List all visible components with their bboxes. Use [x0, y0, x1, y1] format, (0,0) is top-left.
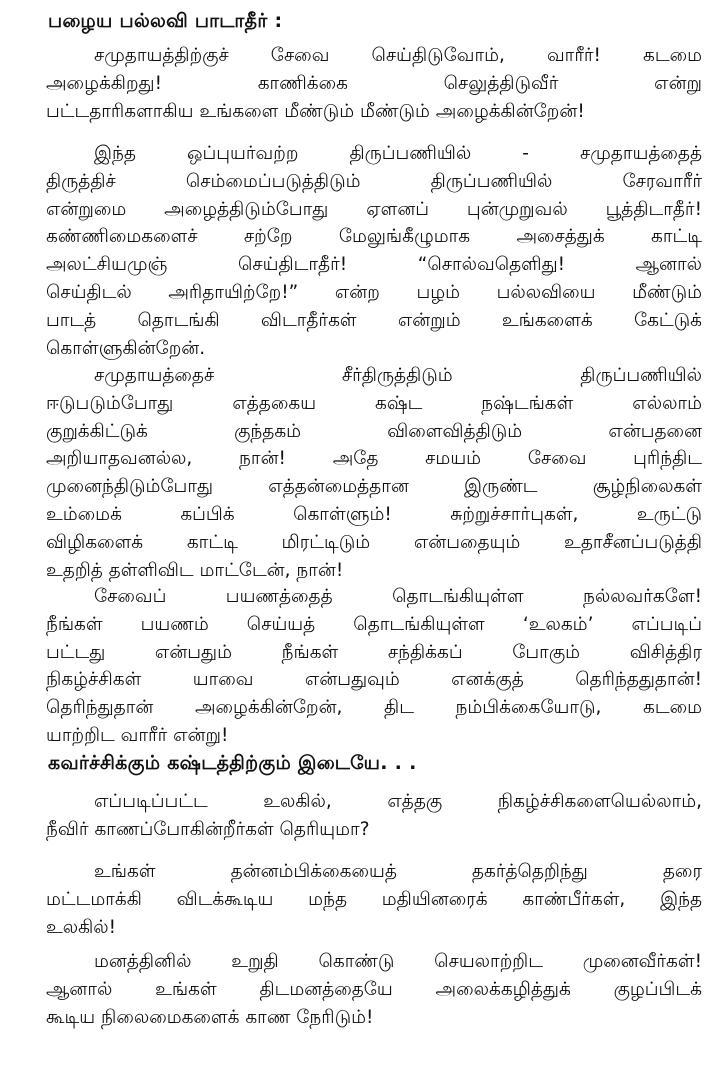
- text-line: சமுதாயத்தைச் சீர்திருத்திடும் திருப்பணியில்: [94, 365, 702, 386]
- text-line: கண்ணிமைகளைச் சற்றே மேலுங்கீழுமாக அசைத்துக் காட்டி: [46, 226, 702, 248]
- text-line: முனைந்திடும்போது எத்தன்மைத்தான இருண்ட சூழ்நிலைகள்: [46, 476, 702, 498]
- text-line: கூடிய நிலைமைகளைக் காண நேரிடும்!: [46, 1006, 374, 1028]
- text-line: ஆனால் உங்கள் திடமனத்தையே அலைக்கழித்துக் குழப்பிடக்: [46, 978, 702, 1000]
- text-line: பாடத் தொடங்கி விடாதீர்கள் என்றும் உங்களைக் கேட்டுக்: [46, 309, 702, 331]
- paragraph-hardships: [46, 362, 702, 584]
- text-line: அழைக்கிறது! காணிக்கை செலுத்திடுவீர் என்று: [46, 72, 702, 94]
- text-line: உதறித் தள்ளிவிட மாட்டேன், நான்!: [46, 559, 344, 581]
- text-line: என்றுமை அழைத்திடும்போது ஏளனப் புன்முறுவல் பூத்திடாதீர்!: [46, 198, 702, 220]
- text-line: ஈடுபடும்போது எத்தகைய கஷ்ட நஷ்டங்கள் எல்லாம்: [46, 392, 702, 414]
- text-line: குறுக்கிட்டுக் குந்தகம் விளைவித்திடும் என்பதனை: [46, 420, 702, 442]
- paragraph-firm-mind: [46, 948, 702, 1031]
- text-line: பட்டது என்பதும் நீங்கள் சந்திக்கப் போகும் விசித்திர: [46, 641, 702, 663]
- section-heading-attraction-hardship: கவர்ச்சிக்கும் கஷ்டத்திற்கும் இடையே. . .: [48, 752, 417, 774]
- text-line: இந்த ஒப்புயர்வற்ற திருப்பணியில் - சமுதாயத்தைத்: [94, 143, 702, 164]
- text-line: அலட்சியமுஞ் செய்திடாதீர்! “சொல்வதெளிது! ஆனால்: [46, 254, 702, 276]
- text-line: தெரிந்துதான் அழைக்கின்றேன், திட நம்பிக்கையோடு, கடமை: [46, 697, 702, 719]
- text-line: யாற்றிட வாரீர் என்று!: [46, 724, 229, 746]
- paragraph-do-not-mock: [46, 140, 702, 362]
- text-line: எப்படிப்பட்ட உலகில், எத்தகு நிகழ்ச்சிகளையெல்லாம்,: [94, 791, 702, 812]
- text-line: உலகில்!: [46, 916, 117, 938]
- text-line: அறியாதவனல்ல, நான்! அதே சமயம் சேவை புரிந்திட: [46, 448, 702, 470]
- paragraph-good-people: [46, 583, 702, 750]
- text-line: கொள்ளுகின்றேன்.: [46, 337, 206, 359]
- text-line: பட்டதாரிகளாகிய உங்களை மீண்டும் மீண்டும் அழைக்கின்றேன்!: [46, 100, 585, 122]
- text-line: சேவைப் பயணத்தைத் தொடங்கியுள்ள நல்லவர்களே!: [94, 586, 702, 607]
- text-line: சமுதாயத்திற்குச் சேவை செய்திடுவோம், வாரீர்! கடமை: [94, 45, 702, 66]
- text-line: மனத்தினில் உறுதி கொண்டு செயலாற்றிட முனைவீர்கள்!: [94, 951, 702, 972]
- text-line: திருத்திச் செம்மைப்படுத்திடும் திருப்பணியில் சேரவாரீர்: [46, 170, 702, 192]
- paragraph-dull-minds: [46, 858, 702, 941]
- section-heading-old-refrain: பழைய பல்லவி பாடாதீர் :: [48, 10, 283, 32]
- text-line: விழிகளைக் காட்டி மிரட்டிடும் என்பதையும் உதாசீனப்படுத்தி: [46, 531, 702, 553]
- paragraph-what-world: [46, 788, 702, 844]
- text-line: நிகழ்ச்சிகள் யாவை என்பதுவும் எனக்குத் தெரிந்ததுதான்!: [46, 669, 702, 691]
- text-line: செய்திடல் அரிதாயிற்றே!” என்ற பழம் பல்லவியை மீண்டும்: [46, 281, 702, 303]
- text-line: உங்கள் தன்னம்பிக்கையைத் தகர்த்தெறிந்து தரை: [94, 861, 702, 882]
- text-line: நீவிர் காணப்போகின்றீர்கள் தெரியுமா?: [46, 818, 370, 840]
- paragraph-call-to-serve: [46, 42, 702, 125]
- text-line: உம்மைக் கப்பிக் கொள்ளும்! சுற்றுச்சார்புகள், உருட்டு: [46, 503, 702, 525]
- text-line: மட்டமாக்கி விடக்கூடிய மந்த மதியினரைக் காண்பீர்கள், இந்த: [46, 888, 702, 910]
- text-line: நீங்கள் பயணம் செய்யத் தொடங்கியுள்ள ‘உலகம்’ எப்படிப்: [46, 613, 702, 635]
